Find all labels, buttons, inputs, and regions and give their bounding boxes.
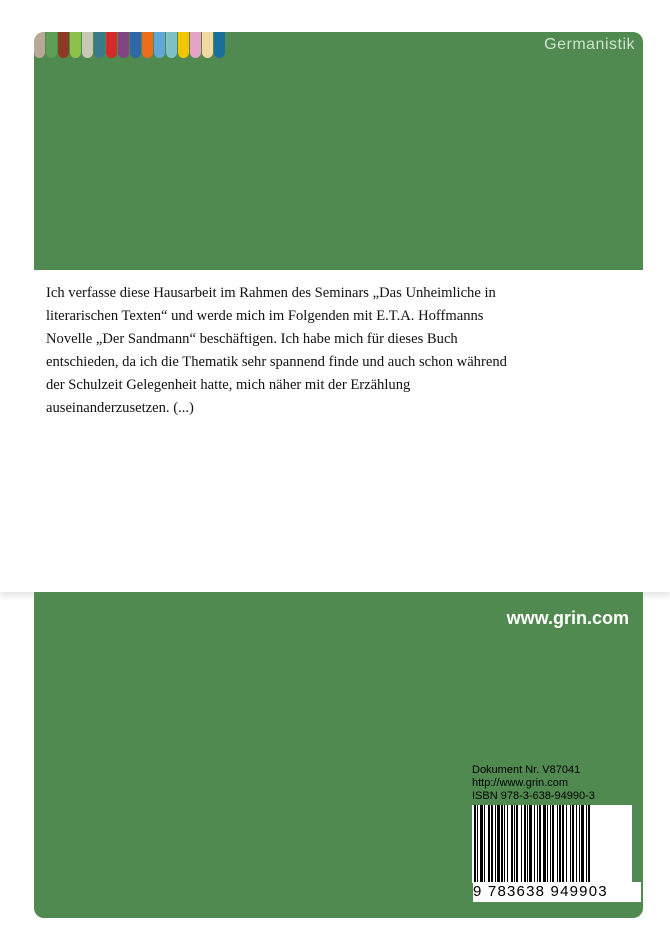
- color-tab: [154, 32, 165, 58]
- website-link[interactable]: www.grin.com: [506, 608, 629, 628]
- color-tab: [34, 32, 45, 58]
- color-tab: [214, 32, 225, 58]
- blurb-line: literarischen Texten“ und werde mich im Folgenden mit E.T.A. Hoffmanns: [46, 308, 484, 324]
- blurb-line: auseinanderzusetzen. (...): [46, 400, 194, 416]
- color-tab: [118, 32, 129, 58]
- color-tab: [202, 32, 213, 58]
- barcode-bars: [472, 805, 632, 883]
- document-info: [472, 764, 636, 803]
- color-tabs: [34, 32, 226, 58]
- blurb-line: Ich verfasse diese Hausarbeit im Rahmen des Seminars „Das Unheimliche in: [46, 285, 496, 301]
- cover-bottom-panel: [34, 592, 643, 918]
- blurb-line: der Schulzeit Gelegenheit hatte, mich näher mit der Erzählung: [46, 377, 411, 393]
- series-label: Germanistik: [544, 36, 635, 53]
- blurb-line: entschieden, da ich die Thematik sehr spannend finde und auch schon während: [46, 354, 507, 370]
- barcode-image: [472, 805, 632, 883]
- color-tab: [178, 32, 189, 58]
- document-number: Dokument Nr. V87041: [472, 764, 581, 776]
- color-tab: [46, 32, 57, 58]
- color-tab: [82, 32, 93, 58]
- document-url[interactable]: http://www.grin.com: [472, 777, 568, 789]
- cover-top-panel: [34, 32, 643, 270]
- color-tab: [130, 32, 141, 58]
- color-tab: [166, 32, 177, 58]
- blurb-line: Novelle „Der Sandmann“ beschäftigen. Ich habe mich für dieses Buch: [46, 331, 458, 347]
- color-tab: [106, 32, 117, 58]
- barcode-digits: 9 783638 949903: [473, 882, 641, 902]
- color-tab: [142, 32, 153, 58]
- blurb-text: [46, 282, 566, 420]
- color-tab: [70, 32, 81, 58]
- color-tab: [58, 32, 69, 58]
- color-tab: [190, 32, 201, 58]
- isbn-text: ISBN 978-3-638-94990-3: [472, 790, 595, 802]
- color-tab: [94, 32, 105, 58]
